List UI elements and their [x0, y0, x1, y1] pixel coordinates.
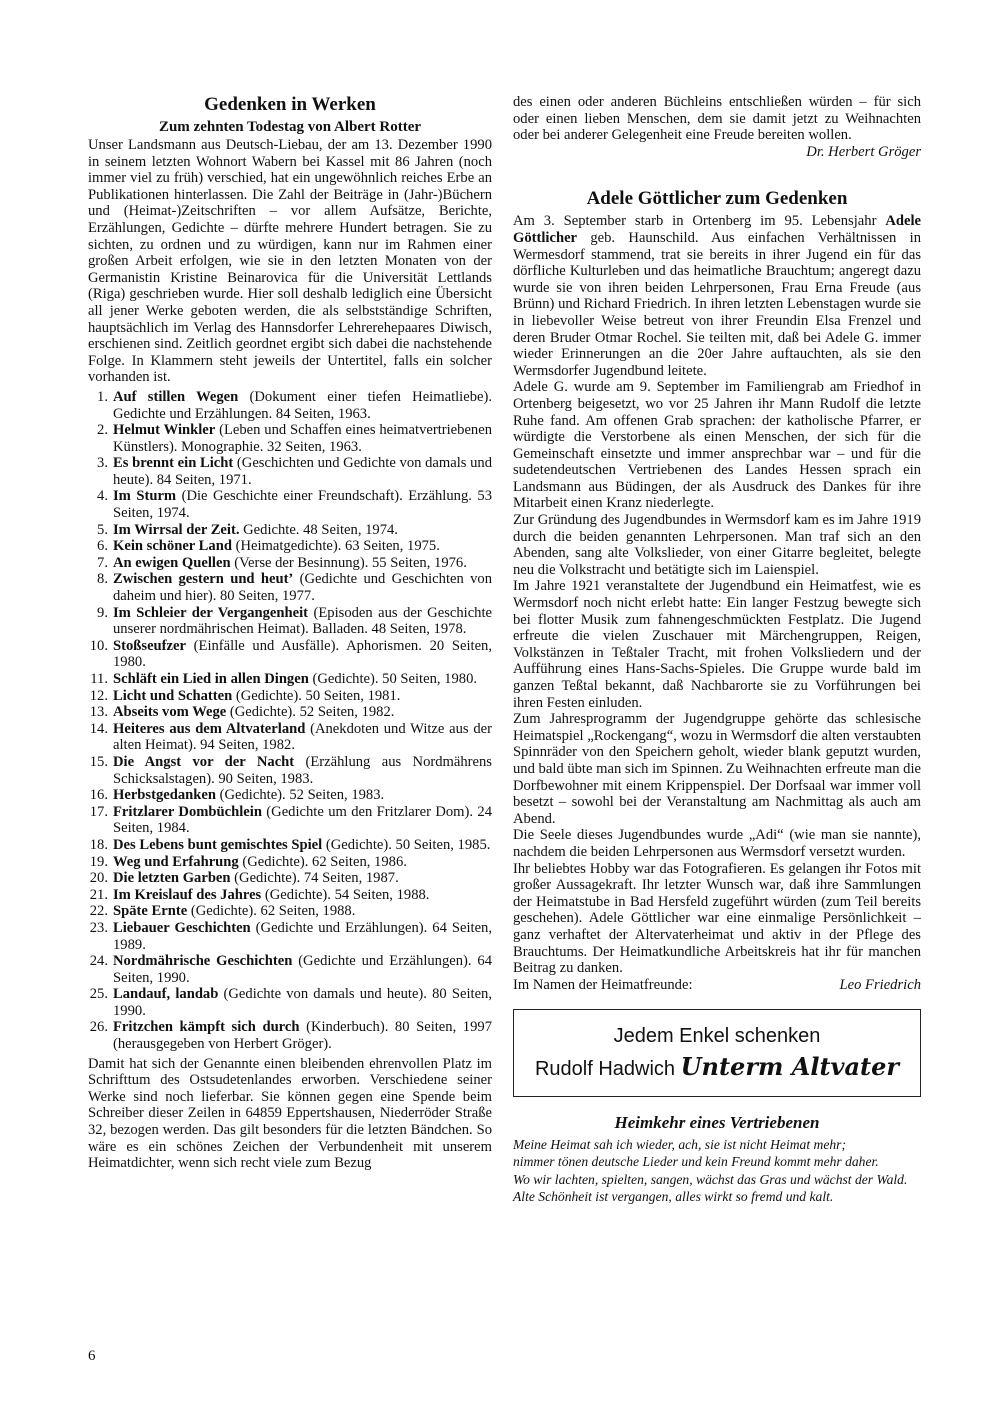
- work-title: Es brennt ein Licht: [113, 455, 234, 472]
- work-number: 21.: [89, 886, 108, 903]
- book-advertisement: [513, 1009, 921, 1097]
- work-description: (Die Geschichte einer Freundschaft). Erzählung. 53 Seiten, 1974.: [113, 488, 492, 522]
- work-description: (Gedichte). 62 Seiten, 1988.: [187, 903, 356, 920]
- work-entry: [113, 638, 492, 671]
- work-title: Die letzten Garben: [113, 870, 231, 887]
- work-item: [88, 455, 492, 488]
- poem-line: nimmer tönen deutsche Lieder und kein Freund kommt mehr daher.: [513, 1154, 879, 1170]
- signature-friedrich: Leo Friedrich: [839, 976, 921, 993]
- work-entry: [113, 986, 492, 1019]
- closing-line: [513, 977, 921, 994]
- work-title: Stoßseufzer: [113, 637, 186, 654]
- work-description: (Gedichte und Erzählungen). 64 Seiten, 1990.: [113, 953, 492, 986]
- work-number: 12.: [89, 687, 108, 704]
- work-number: 24.: [89, 953, 108, 970]
- page-number: 6: [88, 1348, 96, 1364]
- work-entry: [113, 688, 492, 705]
- work-entry: [113, 455, 492, 488]
- poem-line: Wo wir lachten, spielten, sangen, wächst das Gras und wächst der Wald.: [513, 1171, 908, 1187]
- right-column: [513, 94, 921, 1206]
- ad-headline: Jedem Enkel schenken: [613, 1025, 821, 1048]
- signature-groeger: Dr. Herbert Gröger: [806, 143, 921, 160]
- work-description: (Geschichten und Gedichte von damals und heute). 84 Seiten, 1971.: [113, 455, 492, 488]
- work-description: (Gedichte um den Fritzlarer Dom). 24 Seiten, 1984.: [113, 803, 492, 837]
- work-entry: [113, 721, 492, 754]
- work-item: [88, 920, 492, 953]
- work-number: 17.: [89, 803, 108, 820]
- work-entry: [113, 804, 492, 837]
- work-number: 8.: [97, 571, 108, 588]
- work-item: [88, 671, 492, 688]
- work-title: Die Angst vor der Nacht: [113, 753, 295, 770]
- obituary-title: Adele Göttlicher zum Gedenken: [586, 188, 848, 210]
- work-number: 14.: [89, 720, 108, 737]
- work-title: Weg und Erfahrung: [113, 853, 239, 870]
- continuation-paragraph: des einen oder anderen Büchleins entschließen würden – für sich oder einen lieben Menschen, dem sie damit jetzt zu Weihnachten oder bei anderer Gelegenheit eine Freude bereiten wollen.: [513, 94, 921, 144]
- work-description: (Kinderbuch). 80 Seiten, 1997 (herausgegeben von Herbert Gröger).: [113, 1019, 492, 1053]
- work-title: Späte Ernte: [113, 903, 188, 920]
- poem-title: Heimkehr eines Vertriebenen: [614, 1113, 820, 1133]
- work-entry: [113, 887, 492, 904]
- obituary-paragraph-1: [513, 213, 921, 379]
- work-number: 19.: [89, 853, 108, 870]
- work-number: 9.: [97, 604, 108, 621]
- work-description: (Gedichte). 50 Seiten, 1981.: [232, 687, 401, 704]
- article-subtitle: Zum zehnten Todestag von Albert Rotter: [158, 119, 422, 135]
- work-number: 5.: [97, 521, 108, 538]
- work-description: (Gedichte). 62 Seiten, 1986.: [238, 853, 407, 870]
- work-entry: [113, 837, 492, 854]
- work-number: 18.: [89, 836, 108, 853]
- work-description: (Dokument einer tiefen Heimatliebe). Gedichte und Erzählungen. 84 Seiten, 1963.: [113, 388, 492, 422]
- p1-rest: geb. Haunschild. Aus einfachen Verhältnissen in Wermesdorf stammend, trat sie bereits in ihrer Jugend ein für das dörfliche Kulturleben und das heimatliche Brauchtum; angeregt dazu wurde sie von ihren beiden Lehrpersonen, Frau Erna Freude (aus Brünn) und Richard Friedrich. In ihren letzten Lebenstagen wurde sie in liebevoller Weise betreut von ihrer Freundin Elsa Frenzel und deren Bruder Otmar Rochel. Sie teilten mit, daß bei Adele G. immer wieder Erinnerungen an die 20er Jahre auftauchten, als sie den Wermsdorfer Jugendbund leitete.: [513, 229, 921, 379]
- work-description: (Erzählung aus Nordmährens Schicksalstagen). 90 Seiten, 1983.: [113, 753, 492, 787]
- work-item: [88, 837, 492, 854]
- work-entry: [113, 671, 492, 688]
- work-title: Zwischen gestern und heut’: [113, 571, 294, 588]
- work-entry: [113, 953, 492, 986]
- work-title: Liebauer Geschichten: [113, 919, 251, 936]
- work-entry: [113, 555, 492, 572]
- work-description: (Gedichte und Erzählungen). 64 Seiten, 1989.: [113, 919, 493, 953]
- work-number: 22.: [89, 903, 108, 920]
- work-number: 3.: [97, 455, 108, 472]
- work-item: [88, 605, 492, 638]
- work-title: Im Wirrsal der Zeit.: [113, 521, 240, 538]
- poem-line: Alte Schönheit ist vergangen, alles wirkt so fremd und kalt.: [513, 1189, 834, 1205]
- work-item: [88, 538, 492, 555]
- work-title: Fritzlarer Dombüchlein: [113, 803, 262, 820]
- work-number: 4.: [97, 488, 108, 505]
- work-item: [88, 1019, 492, 1052]
- work-description: Gedichte. 48 Seiten, 1974.: [239, 521, 398, 538]
- work-item: [88, 854, 492, 871]
- work-description: (Gedichte). 54 Seiten, 1988.: [261, 886, 430, 903]
- work-number: 20.: [89, 870, 108, 887]
- obituary-paragraph-3: Zur Gründung des Jugendbundes in Wermsdorf kam es im Jahre 1919 durch die beiden genannten Lehrpersonen. Man traf sich an den Abenden, sang alte Volkslieder, von einer Gitarre begleitet, belegte neu die Volkstracht und betätigte sich im Laienspiel.: [513, 512, 921, 578]
- work-item: [88, 754, 492, 787]
- work-description: (Gedichte). 50 Seiten, 1980.: [308, 671, 478, 687]
- work-description: (Anekdoten und Witze aus der alten Heimat). 94 Seiten, 1982.: [113, 720, 492, 754]
- work-item: [88, 804, 492, 837]
- work-description: (Einfälle und Ausfälle). Aphorismen. 20 Seiten, 1980.: [113, 637, 492, 671]
- work-entry: [113, 605, 492, 638]
- work-description: (Gedichte). 52 Seiten, 1983.: [215, 787, 385, 804]
- obituary-paragraph-6: Die Seele dieses Jugendbundes wurde „Adi“ (wie man sie nannte), nachdem die beiden Lehrpersonen aus Wermsdorf versetzt wurden.: [513, 827, 921, 860]
- work-title: Helmut Winkler: [113, 422, 216, 439]
- work-title: Heiteres aus dem Altvaterland: [113, 720, 306, 737]
- ad-author: Rudolf Hadwich: [534, 1058, 681, 1081]
- work-item: [88, 704, 492, 721]
- work-entry: [113, 1019, 492, 1052]
- work-item: [88, 787, 492, 804]
- work-item: [88, 638, 492, 671]
- work-item: [88, 389, 492, 422]
- work-entry: [113, 903, 492, 920]
- work-item: [88, 488, 492, 521]
- poem-line: Meine Heimat sah ich wieder, ach, sie ist nicht Heimat mehr;: [513, 1136, 846, 1152]
- work-number: 15.: [89, 753, 108, 770]
- work-entry: [113, 854, 492, 871]
- work-title: An ewigen Quellen: [113, 554, 231, 571]
- work-title: Schläft ein Lied in allen Dingen: [113, 671, 309, 687]
- work-title: Fritzchen kämpft sich durch: [113, 1019, 300, 1036]
- work-title: Des Lebens bunt gemischtes Spiel: [113, 836, 323, 853]
- work-item: [88, 986, 492, 1019]
- work-entry: [113, 704, 492, 721]
- work-entry: [113, 538, 492, 555]
- work-title: Kein schöner Land: [113, 538, 232, 555]
- work-title: Im Sturm: [113, 488, 177, 505]
- work-title: Auf stillen Wegen: [113, 388, 239, 405]
- work-number: 16.: [89, 787, 108, 804]
- work-item: [88, 571, 492, 604]
- work-item: [88, 903, 492, 920]
- work-title: Im Schleier der Vergangenheit: [113, 604, 309, 621]
- work-title: Abseits vom Wege: [113, 704, 227, 721]
- work-entry: [113, 389, 492, 422]
- work-description: (Episoden aus der Geschichte unserer nordmährischen Heimat). Balladen. 48 Seiten, 1978.: [113, 604, 493, 638]
- work-entry: [113, 754, 492, 787]
- work-number: 10.: [89, 637, 108, 654]
- obituary-paragraph-4: Im Jahre 1921 veranstaltete der Jugendbund ein Heimatfest, wie es Wermsdorf noch nicht erlebt hatte: Ein langer Festzug bewegte sich bei flotter Musik zum fahnengeschmückten Festplatz. Die Jugend erfreute die vielen Zuschauer mit Märchengruppen, Reigen, Volkstänzen in Teßtaler Tracht, mit frohen Volksliedern und der Aufführung eines Hans-Sachs-Spieles. Die Gruppe wurde bald im ganzen Teßtal bekannt, daß Nachbarorte sie zu Vorführungen bei ihren Festen einluden.: [513, 578, 921, 711]
- left-column: [88, 94, 492, 1172]
- article-title: Gedenken in Werken: [204, 94, 376, 115]
- work-item: [88, 870, 492, 887]
- work-item: [88, 688, 492, 705]
- work-entry: [113, 522, 492, 539]
- intro-paragraph: Unser Landsmann aus Deutsch-Liebau, der am 13. Dezember 1990 in seinem letzten Wohnort Wabern bei Kassel mit 86 Jahren (noch immer viel zu früh) verschied, hat ein ungewöhnlich reiches Erbe an Publikationen hinterlassen. Die Zahl der Beiträge in (Jahr-)Büchern und (Heimat-)Zeitschriften – vor allem Aufsätze, Berichte, Erzählungen, Gedichte – dürfte mehrere Hundert betragen. Sie zu sichten, zu ordnen und zu würdigen, kann nur im Rahmen einer großen Arbeit erfolgen, wie sie in den letzten Monaten von der Germanistin Kristine Beinarovica für die Universität Lettlands (Riga) geschrieben wurde. Hier soll deshalb lediglich eine Übersicht all jener Werke geboten werden, die als selbstständige Schriften, hauptsächlich im Verlag des Hannsdorfer Lehrerehepaares Diwisch, erschienen sind. Zeitlich geordnet ergibt sich dabei die nachstehende Folge. In Klammern steht jeweils der Untertitel, falls ein solcher vorhanden ist.: [88, 137, 492, 386]
- works-list: [88, 389, 492, 1053]
- work-description: (Gedichte). 74 Seiten, 1987.: [230, 870, 399, 887]
- work-description: (Leben und Schaffen eines heimatvertriebenen Künstlers). Monographie. 32 Seiten, 1963.: [113, 422, 492, 455]
- work-item: [88, 522, 492, 539]
- work-description: (Gedichte). 50 Seiten, 1985.: [322, 836, 491, 853]
- work-description: (Gedichte von damals und heute). 80 Seiten, 1990.: [113, 986, 492, 1019]
- work-title: Nordmährische Geschichten: [113, 953, 293, 970]
- p1-name: Adele Göttlicher: [513, 213, 921, 246]
- poem: [513, 1136, 921, 1206]
- ad-book-title: Unterm Altvater: [680, 1052, 900, 1082]
- work-entry: [113, 870, 492, 887]
- obituary-paragraph-2: Adele G. wurde am 9. September im Familiengrab am Friedhof in Ortenberg beigesetzt, wo vor 25 Jahren ihr Mann Rudolf die letzte Ruhe fand. Am offenen Grab sprachen: der katholische Pfarrer, er würdigte die Verstorbene als einen Menschen, der sich für die Gemeinschaft einsetzte und immer ansprechbar war – und für die sudetendeutschen Vertriebenen des Landes Hessen sprach ein Landsmann aus Büdingen, der als Ausdruck des Dankes für ihre Mitarbeit einen Kranz niederlegte.: [513, 379, 921, 512]
- work-number: 26.: [89, 1019, 108, 1036]
- work-number: 25.: [89, 986, 108, 1003]
- work-description: (Gedichte). 52 Seiten, 1982.: [226, 704, 395, 721]
- work-description: (Verse der Besinnung). 55 Seiten, 1976.: [230, 554, 467, 571]
- work-entry: [113, 422, 492, 455]
- ad-author-line: [520, 1050, 914, 1086]
- work-title: Herbstgedanken: [113, 787, 216, 804]
- work-number: 6.: [97, 538, 108, 555]
- work-title: Im Kreislauf des Jahres: [113, 886, 262, 903]
- work-entry: [113, 571, 492, 604]
- work-item: [88, 953, 492, 986]
- work-entry: [113, 787, 492, 804]
- closing-text: Im Namen der Heimatfreunde:: [513, 976, 693, 993]
- spacer: [513, 160, 921, 188]
- work-item: [88, 555, 492, 572]
- work-number: 13.: [89, 704, 108, 721]
- work-description: (Heimatgedichte). 63 Seiten, 1975.: [231, 538, 440, 555]
- p1-start: Am 3. September starb in Ortenberg im 95. Lebensjahr: [513, 213, 886, 230]
- work-number: 1.: [97, 388, 108, 405]
- work-title: Licht und Schatten: [113, 687, 233, 704]
- work-number: 7.: [97, 554, 108, 571]
- work-entry: [113, 488, 492, 521]
- obituary-paragraph-5: Zum Jahresprogramm der Jugendgruppe gehörte das schlesische Heimatspiel „Rockengang“, wozu in Wermsdorf die alten verstaubten Spinnräder von den Speichern geholt, wieder blank geputzt wurden, und bald übte man sich im Spinnen. Zu Weihnachten erfreute man die Dorfbewohner mit einem Krippenspiel. Der Dorfsaal war immer voll besetzt – sowohl bei der Veranstaltung am Nachmittag als auch am Abend.: [513, 711, 921, 827]
- work-item: [88, 422, 492, 455]
- work-number: 23.: [89, 919, 108, 936]
- work-description: (Gedichte und Geschichten von daheim und hier). 80 Seiten, 1977.: [113, 571, 492, 605]
- outro-paragraph: Damit hat sich der Genannte einen bleibenden ehrenvollen Platz im Schrifttum des Ostsudetenlandes erworben. Verschiedene seiner Werke sind noch lieferbar. Sie können gegen eine Spende beim Schreiber dieser Zeilen in 64859 Eppertshausen, Niederröder Straße 32, bezogen werden. Das gilt besonders für die letzten Bändchen. So wäre es ein schönes Zeichen der Verbundenheit mit unserem Heimatdichter, wenn sich recht viele zum Bezug: [88, 1055, 492, 1172]
- work-title: Landauf, landab: [113, 986, 219, 1003]
- obituary-paragraph-7: Ihr beliebtes Hobby war das Fotografieren. Es gelangen ihr Fotos mit großer Aussagekraft. Ihr letzter Wunsch war, daß ihre Sammlungen der Heimatstube in Bad Hersfeld zugeführt würden (zum Teil bereits geschehen). Adele Göttlicher war eine einmalige Persönlichkeit – ganz verhaftet der Altervaterheimat und aktiv in der Pflege des Brauchtums. Der Heimatkundliche Arbeitskreis hat ihr für manchen Beitrag zu danken.: [513, 860, 921, 977]
- work-entry: [113, 920, 492, 953]
- work-item: [88, 721, 492, 754]
- work-item: [88, 887, 492, 904]
- work-number: 11.: [90, 671, 108, 687]
- work-number: 2.: [97, 422, 108, 439]
